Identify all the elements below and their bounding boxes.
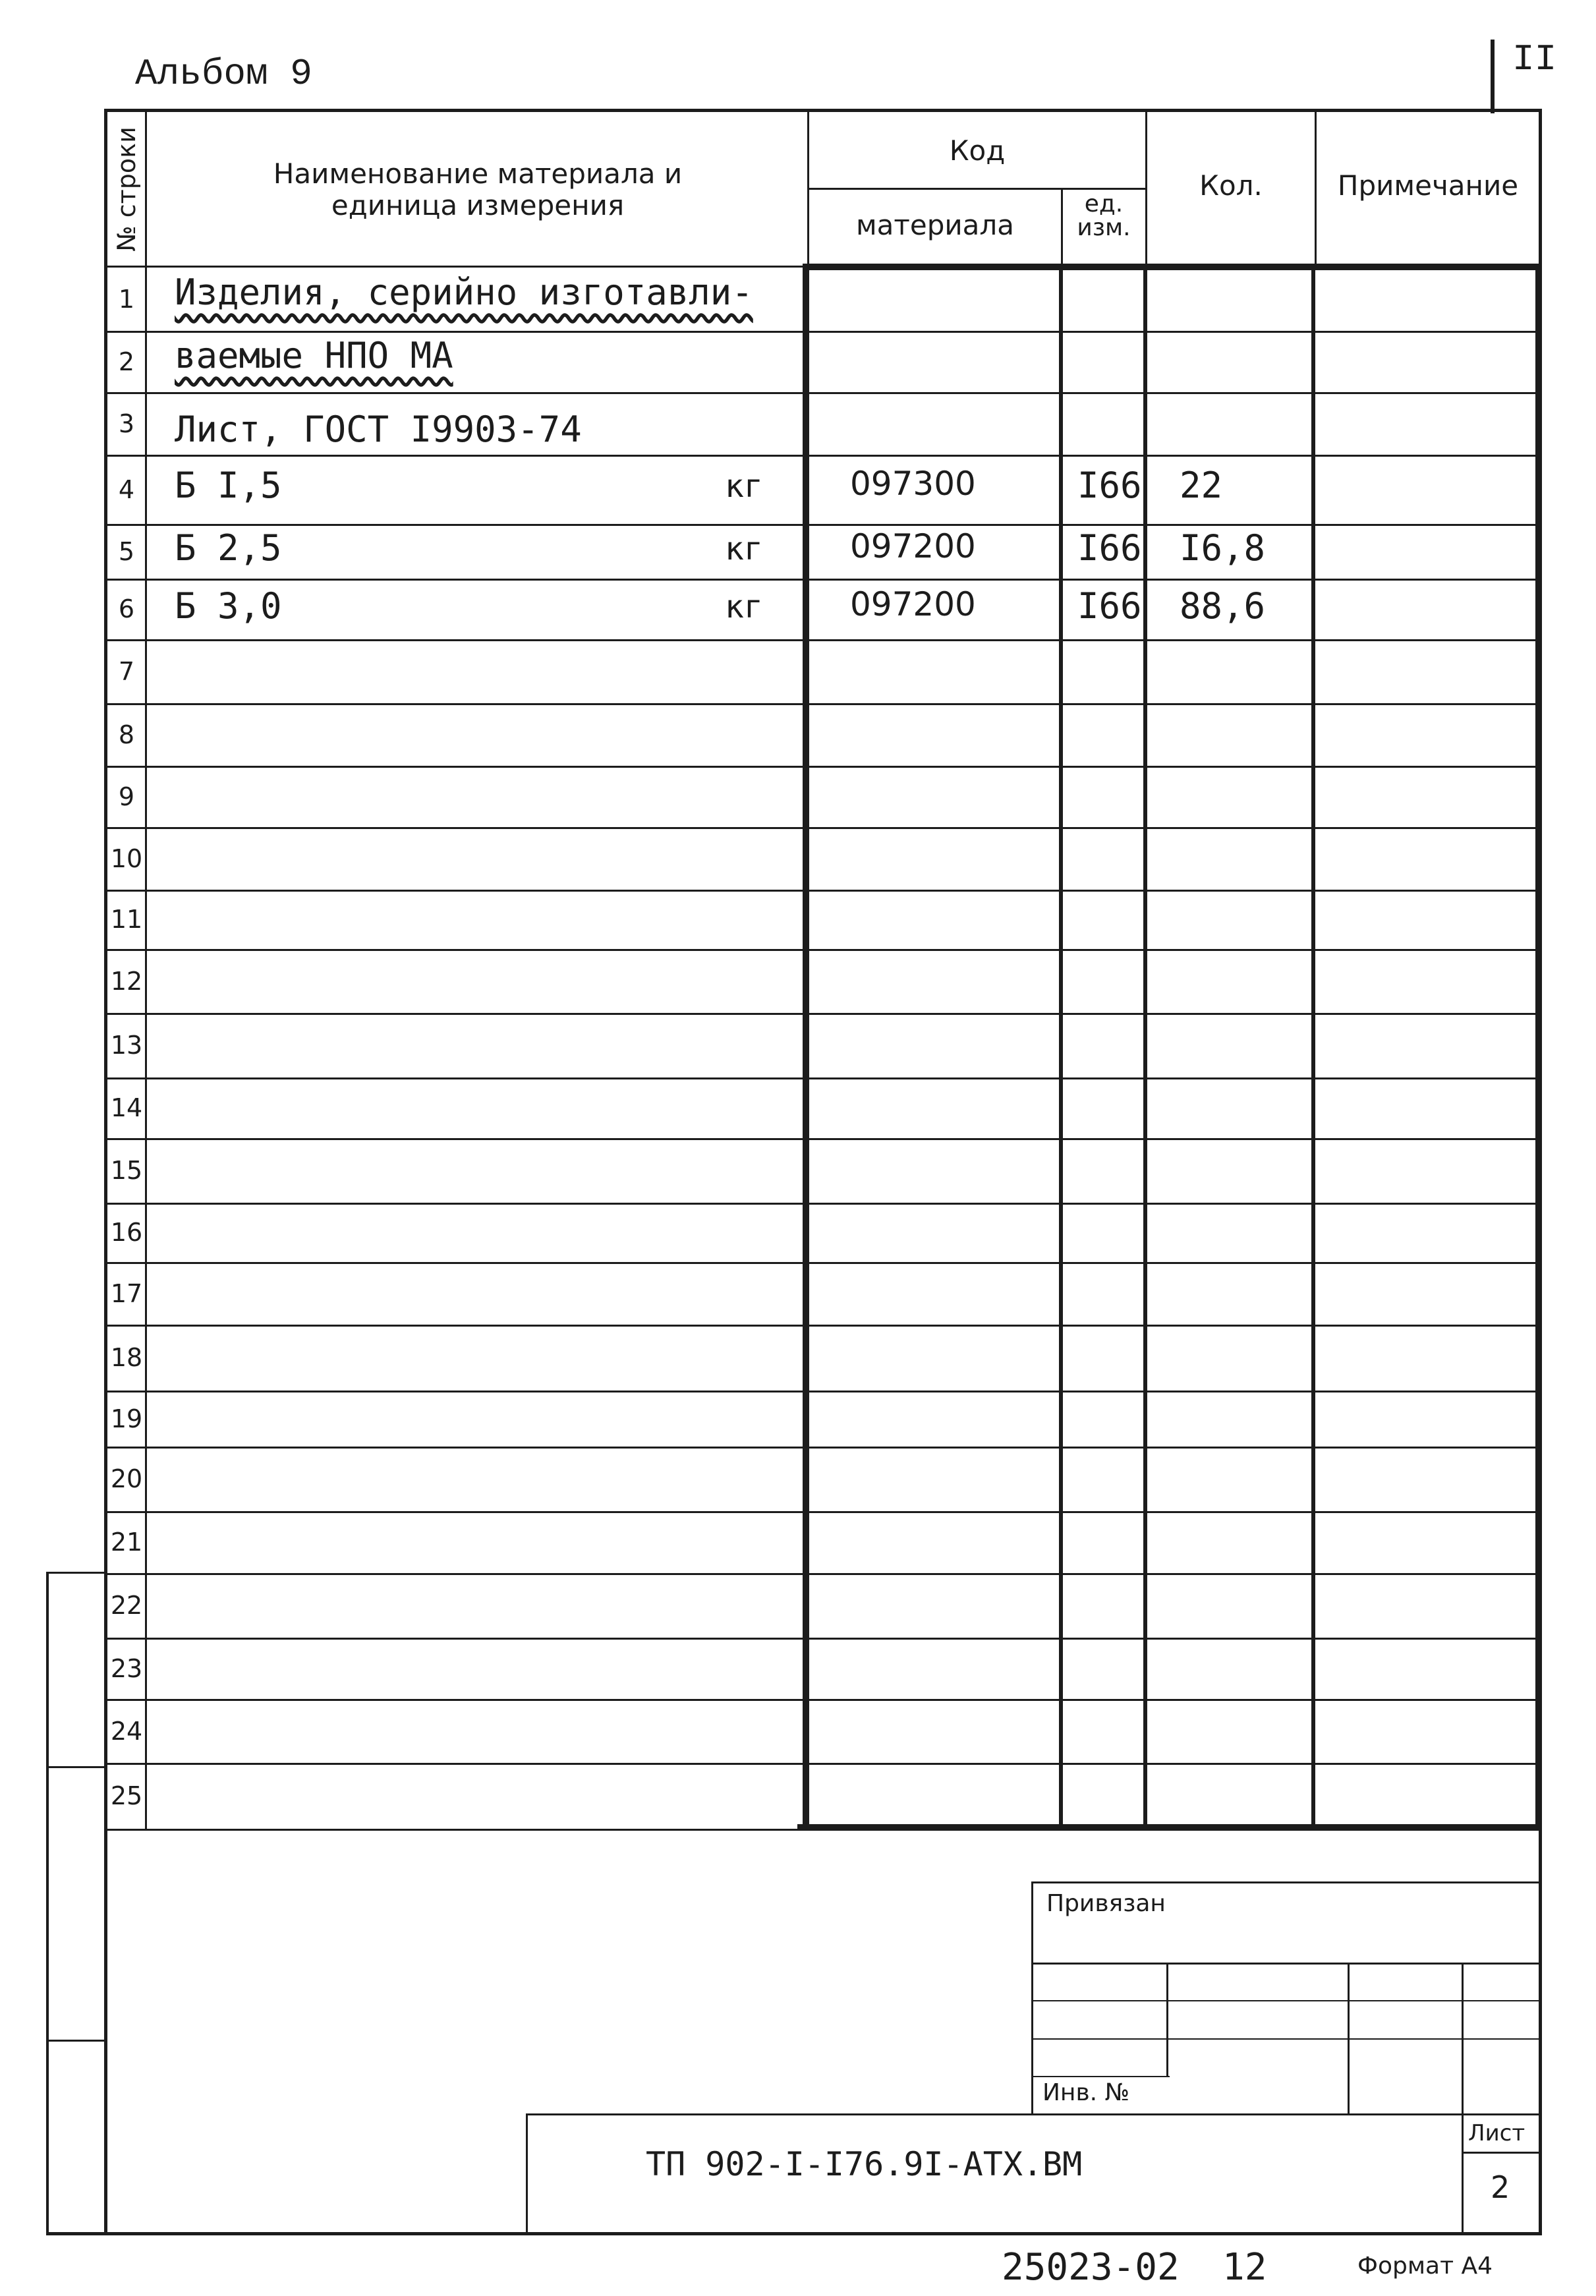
row-line bbox=[105, 1077, 1541, 1079]
stamp-col-3 bbox=[1462, 1963, 1464, 2234]
material-code-cell: 097200 bbox=[850, 527, 976, 565]
row-line bbox=[105, 392, 1541, 394]
material-code-cell: 097300 bbox=[850, 465, 976, 503]
stamp-row-line-4 bbox=[1031, 2076, 1170, 2077]
row-number: 13 bbox=[110, 1031, 143, 1060]
row-number: 9 bbox=[118, 782, 135, 811]
list-item-unit: кг bbox=[725, 531, 763, 567]
row-line bbox=[105, 766, 1541, 768]
row-number: 5 bbox=[118, 536, 135, 566]
row-line bbox=[105, 1699, 1541, 1701]
row-line bbox=[105, 1262, 1541, 1264]
designation-left bbox=[526, 2113, 528, 2234]
frame-bottom bbox=[46, 2232, 1542, 2235]
binding-strip-mid2 bbox=[46, 2040, 107, 2042]
row-line bbox=[105, 639, 1541, 641]
row-number: 17 bbox=[110, 1278, 143, 1308]
stamp-row-line-3 bbox=[1031, 2038, 1542, 2040]
qty-cell: 22 bbox=[1180, 465, 1223, 506]
inv-label: Инв. № bbox=[1042, 2079, 1130, 2106]
row-line bbox=[105, 1511, 1541, 1513]
row-number: 20 bbox=[110, 1464, 143, 1493]
row-number: 2 bbox=[118, 347, 135, 376]
row-line bbox=[105, 579, 1541, 581]
row-number: 16 bbox=[110, 1218, 143, 1247]
row-number: 7 bbox=[118, 656, 135, 686]
data-block-right bbox=[1535, 264, 1542, 1831]
note-header: Примечание bbox=[1337, 169, 1519, 202]
material-code-cell: 097200 bbox=[850, 585, 976, 623]
row-number: 11 bbox=[110, 905, 143, 934]
row-line bbox=[105, 1763, 1541, 1765]
col-divider-code-unit-body bbox=[1059, 267, 1063, 1825]
row-number: 12 bbox=[110, 966, 143, 996]
archive-number: 25023-02 bbox=[1002, 2246, 1180, 2289]
qty-header: Кол. bbox=[1199, 169, 1263, 202]
row-number: 15 bbox=[110, 1156, 143, 1185]
stamp-attach-left bbox=[1031, 1881, 1033, 2115]
list-item-name: Лист, ГОСТ I9903-74 bbox=[175, 409, 582, 450]
qty-cell: I6,8 bbox=[1180, 527, 1266, 569]
row-line bbox=[105, 1013, 1541, 1015]
stamp-row-line-2 bbox=[1031, 2000, 1542, 2001]
format-label: Формат А4 bbox=[1357, 2253, 1493, 2280]
archive-suffix: 12 bbox=[1222, 2246, 1267, 2289]
attached-label: Привязан bbox=[1046, 1890, 1166, 1917]
row-line bbox=[105, 1573, 1541, 1575]
unit-code-cell: I66 bbox=[1077, 465, 1142, 506]
sheet-label: Лист bbox=[1468, 2120, 1525, 2146]
row-line bbox=[105, 1638, 1541, 1640]
row-number: 23 bbox=[110, 1653, 143, 1683]
row-line bbox=[105, 1829, 804, 1831]
row-line bbox=[105, 949, 1541, 951]
header-code-split bbox=[807, 188, 1145, 190]
unit-code-cell: I66 bbox=[1077, 585, 1142, 627]
name-header: Наименование материала и единица измерения bbox=[273, 158, 683, 222]
frame-top bbox=[105, 109, 1542, 112]
page-number: II bbox=[1512, 38, 1557, 80]
row-number: 25 bbox=[110, 1781, 143, 1810]
row-number: 22 bbox=[110, 1591, 143, 1620]
data-block-left bbox=[803, 264, 809, 1831]
sheet-number: 2 bbox=[1491, 2169, 1510, 2205]
list-item-name: Изделия, серийно изготавли- bbox=[175, 272, 753, 313]
document-designation: ТП 902-I-I76.9I-АТХ.ВМ bbox=[646, 2145, 1083, 2183]
row-line bbox=[105, 1138, 1541, 1140]
row-number: 3 bbox=[118, 409, 135, 438]
header-body-split bbox=[105, 266, 804, 268]
stamp-col-2 bbox=[1348, 1963, 1350, 2115]
album-label: Альбом 9 bbox=[135, 53, 312, 95]
qty-cell: 88,6 bbox=[1180, 585, 1266, 627]
col-divider-code-body bbox=[1143, 267, 1147, 1825]
row-line bbox=[105, 1447, 1541, 1449]
corner-mark bbox=[1491, 40, 1495, 113]
stamp-col-1 bbox=[1166, 1963, 1168, 2076]
binding-strip-top bbox=[46, 1572, 107, 1574]
list-item-unit: кг bbox=[725, 588, 763, 625]
col-divider-qty-body bbox=[1311, 267, 1315, 1825]
row-number: 6 bbox=[118, 594, 135, 623]
row-number: 4 bbox=[118, 474, 135, 504]
list-item-name: Б 3,0 bbox=[175, 585, 282, 627]
row-number: 21 bbox=[110, 1528, 143, 1557]
row-line bbox=[105, 1391, 1541, 1392]
row-number: 8 bbox=[118, 720, 135, 749]
stamp-row-line-1 bbox=[1031, 1963, 1542, 1965]
row-line bbox=[105, 331, 1541, 333]
row-line bbox=[105, 455, 1541, 457]
row-number: 1 bbox=[118, 284, 135, 314]
row-line bbox=[105, 1203, 1541, 1205]
row-line bbox=[105, 524, 1541, 526]
row-line bbox=[105, 827, 1541, 829]
binding-strip-left bbox=[46, 1572, 49, 2234]
material-code-header: материала bbox=[855, 209, 1014, 241]
row-number: 18 bbox=[110, 1343, 143, 1372]
row-line bbox=[105, 1325, 1541, 1327]
row-number: 14 bbox=[110, 1093, 143, 1122]
unit-code-header: ед. изм. bbox=[1077, 190, 1131, 241]
row-number-header: № строки bbox=[111, 127, 141, 252]
list-item-name: Б 2,5 bbox=[175, 527, 282, 569]
list-item-name: ваемые НПО МА bbox=[175, 335, 453, 376]
designation-top bbox=[526, 2113, 1542, 2115]
row-number: 19 bbox=[110, 1404, 143, 1433]
row-number: 10 bbox=[110, 844, 143, 873]
list-item-name: Б I,5 bbox=[175, 465, 282, 506]
list-item-unit: кг bbox=[725, 468, 763, 505]
binding-strip-mid1 bbox=[46, 1766, 107, 1768]
row-line bbox=[105, 703, 1541, 705]
data-block-top bbox=[804, 264, 1542, 270]
data-block-bottom bbox=[797, 1824, 1542, 1831]
sheet-split bbox=[1462, 2152, 1542, 2154]
row-number: 24 bbox=[110, 1716, 143, 1746]
code-header: Код bbox=[949, 134, 1006, 167]
unit-code-cell: I66 bbox=[1077, 527, 1142, 569]
stamp-attach-top bbox=[1031, 1881, 1542, 1883]
row-line bbox=[105, 890, 1541, 892]
